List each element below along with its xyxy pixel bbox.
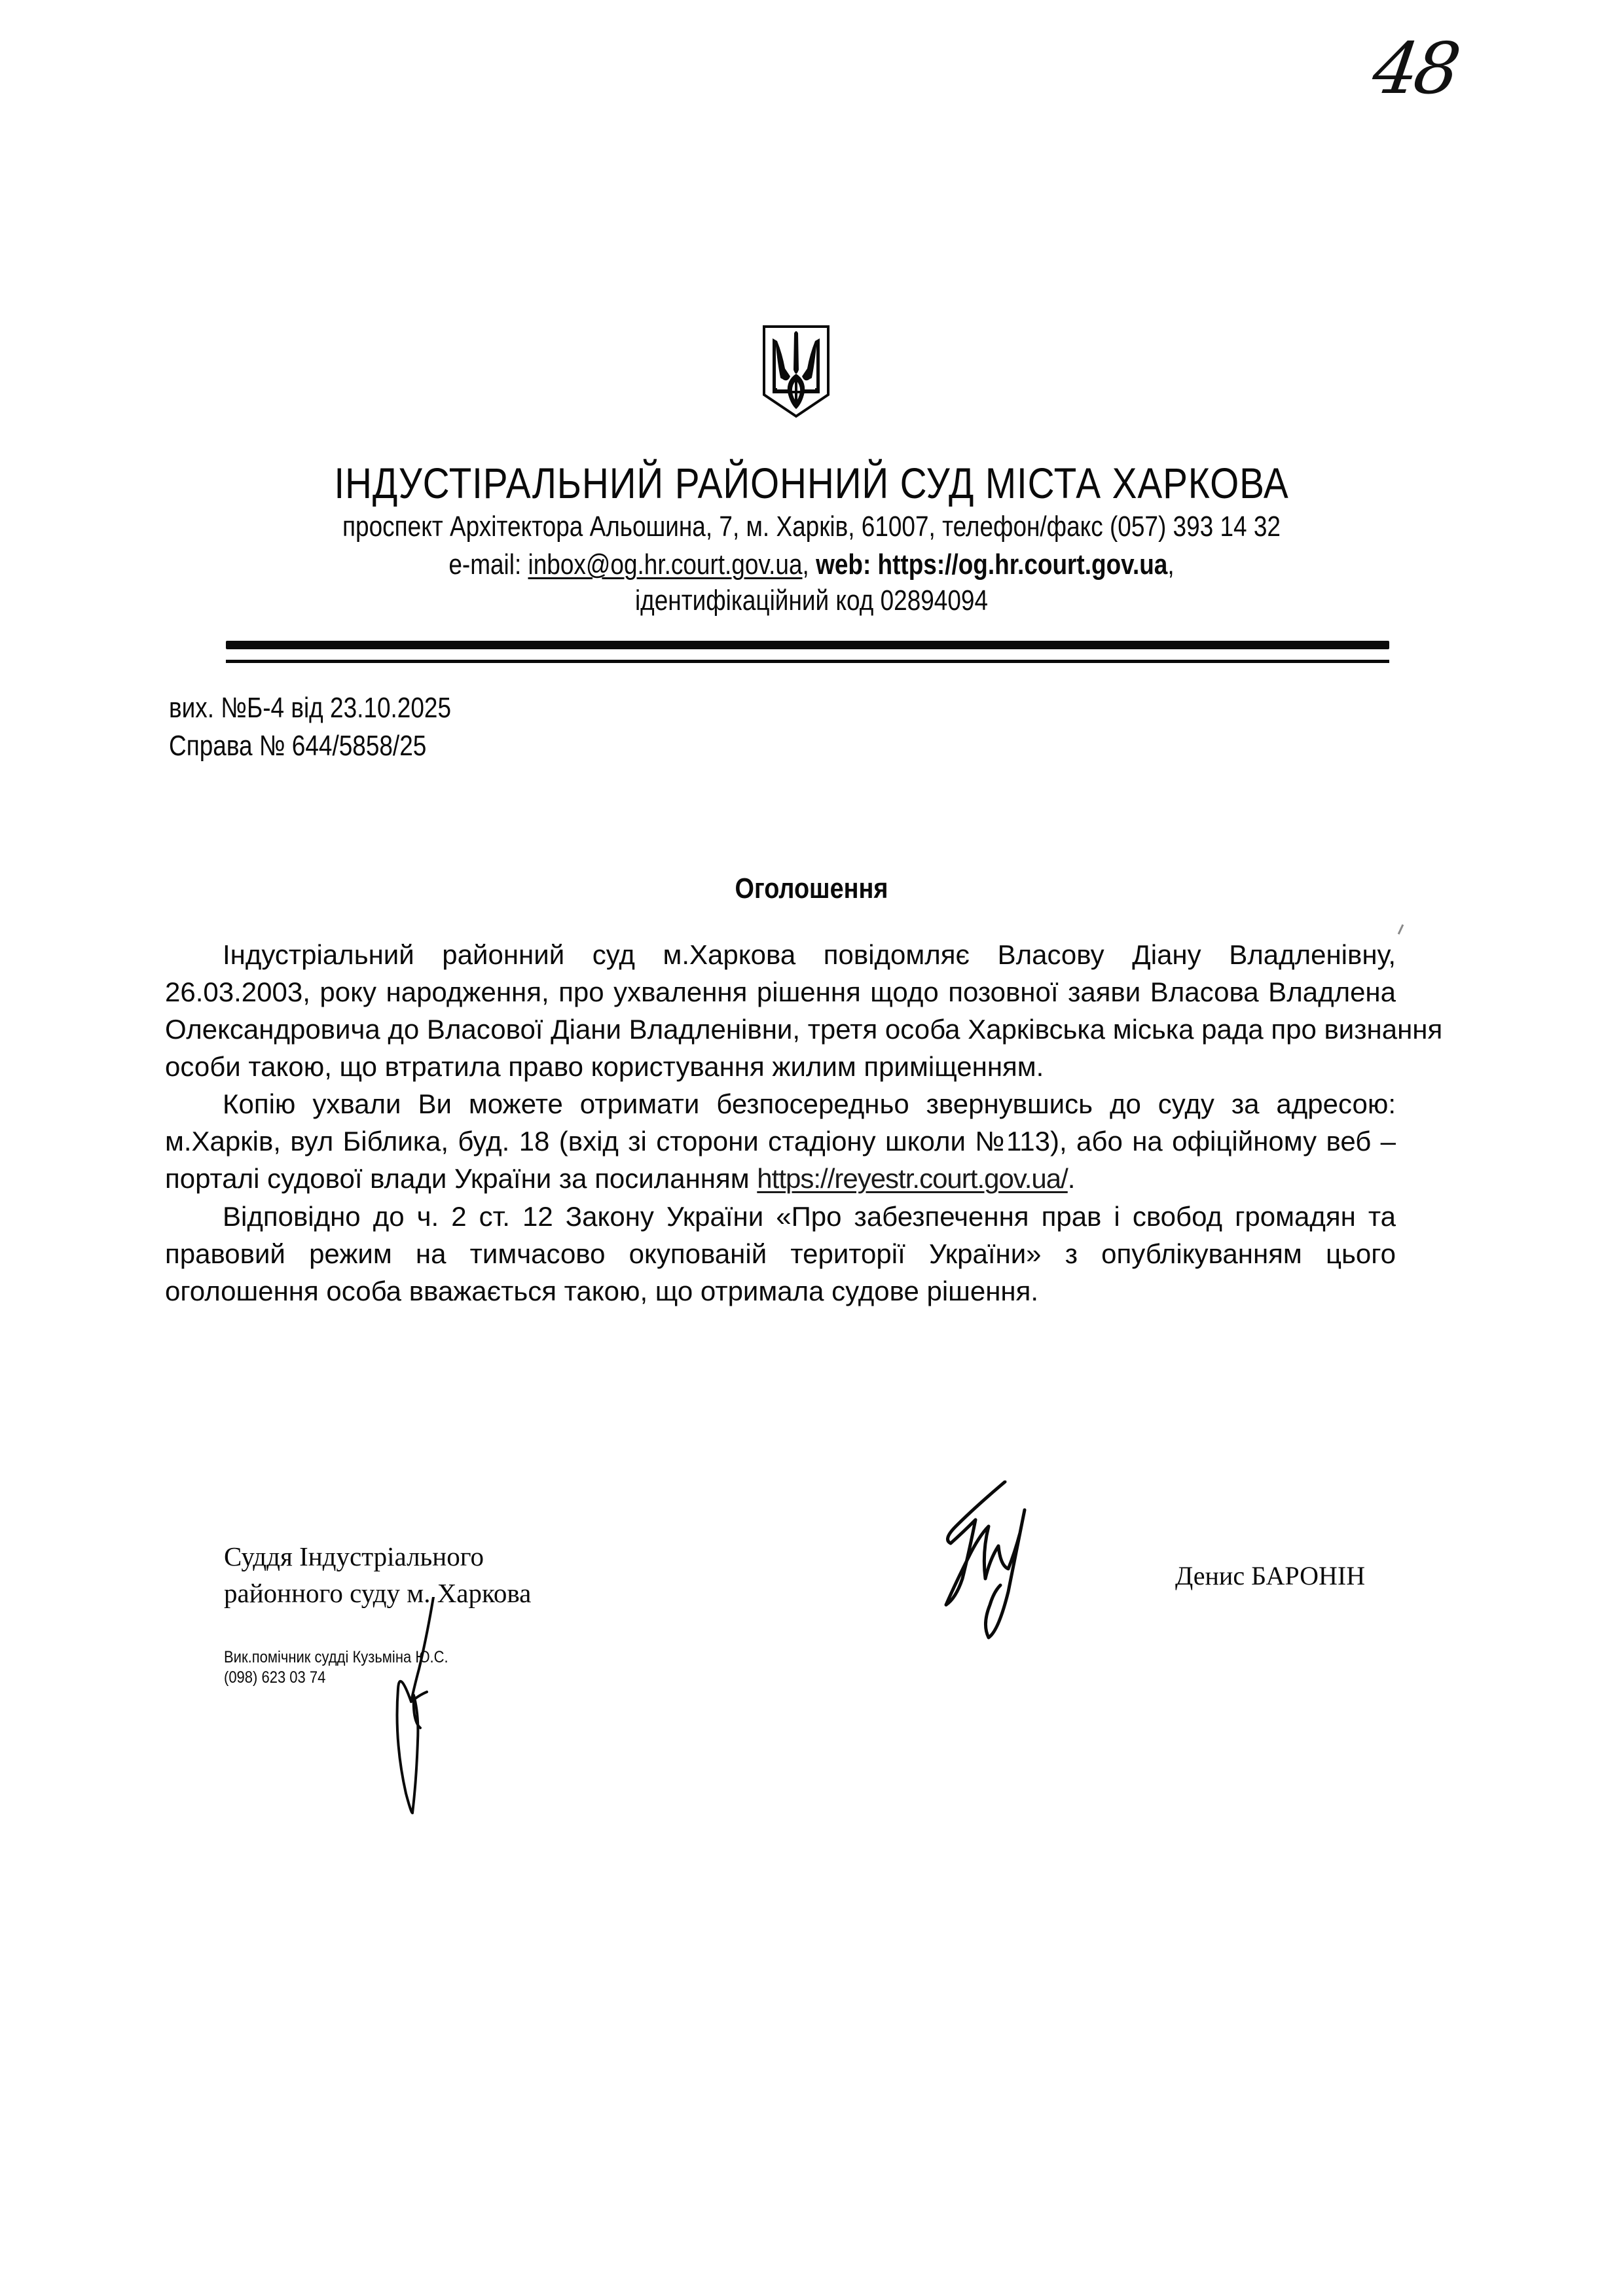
- assistant-name: Вик.помічник судді Кузьміна Ю.С.: [224, 1648, 448, 1666]
- court-address: проспект Архітектора Альошина, 7, м. Харків, 61007, телефон/факс (057) 393 14 32: [342, 511, 1281, 543]
- scan-mark: [1398, 924, 1404, 935]
- outgoing-number: вих. №Б-4 від 23.10.2025: [169, 692, 451, 724]
- paragraph-line: 26.03.2003, року народження, про ухвалення рішення щодо позовної заяви Власова Владлена: [165, 977, 1396, 1007]
- announcement-paragraph-2: [165, 1085, 1396, 1197]
- paragraph-line: Олександровича до Власової Діани Владленівни, третя особа Харківська міська рада про визнання: [165, 1014, 1443, 1045]
- registry-link[interactable]: https://reyestr.court.gov.ua/: [757, 1163, 1068, 1194]
- paragraph-line: правовий режим на тимчасово окупованій території України» з опублікуванням цього: [165, 1238, 1396, 1269]
- web-label: web:: [816, 548, 878, 581]
- paragraph-line: особи такою, що втратила право користування жилим приміщенням.: [165, 1051, 1044, 1082]
- paragraph-line-with-link: [165, 1160, 1396, 1197]
- paragraph-line: порталі судової влади України за посиланням: [165, 1163, 757, 1194]
- announcement-paragraph-1: [165, 936, 1443, 1085]
- ukraine-trident-coat-of-arms-icon: [761, 324, 831, 419]
- announcement-title: Оголошення: [735, 872, 888, 905]
- court-name-heading: ІНДУСТІРАЛЬНИЙ РАЙОННИЙ СУД МІСТА ХАРКОВА: [334, 459, 1289, 507]
- court-id-code: ідентифікаційний код 02894094: [634, 584, 989, 617]
- judge-role-line-2: районного суду м. Харкова: [224, 1578, 532, 1608]
- court-contacts: [130, 548, 1493, 581]
- case-number: Справа № 644/5858/25: [169, 730, 427, 762]
- judge-role-line-1: Суддя Індустріального: [224, 1541, 484, 1571]
- paragraph-line: м.Харків, вул Біблика, буд. 18 (вхід зі сторони стадіону школи №113), або на офіційному веб –: [165, 1126, 1396, 1157]
- contacts-suffix: ,: [1167, 548, 1175, 581]
- assistant-handwritten-signature-icon: [380, 1597, 458, 1820]
- judge-name: Денис БАРОНІН: [1175, 1561, 1366, 1590]
- link-suffix: .: [1067, 1163, 1076, 1194]
- paragraph-line: оголошення особа вважається такою, що отримала судове рішення.: [165, 1276, 1039, 1306]
- judge-handwritten-signature-icon: [917, 1480, 1087, 1644]
- header-divider-thin: [226, 660, 1389, 663]
- handwritten-page-number: 48: [1368, 28, 1462, 110]
- announcement-paragraph-3: [165, 1198, 1396, 1310]
- paragraph-line: Копію ухвали Ви можете отримати безпосередньо звернувшись до суду за адресою:: [223, 1088, 1396, 1119]
- header-divider-thick: [226, 641, 1389, 649]
- contacts-separator: ,: [802, 548, 816, 581]
- email-label: e-mail:: [448, 548, 528, 581]
- paragraph-line: Індустріальний районний суд м.Харкова повідомляє Власову Діану Владленівну,: [223, 939, 1396, 970]
- assistant-phone: (098) 623 03 74: [224, 1668, 326, 1687]
- email-link[interactable]: inbox@og.hr.court.gov.ua: [528, 548, 803, 581]
- paragraph-line: Відповідно до ч. 2 ст. 12 Закону України «Про забезпечення прав і свобод громадян та: [223, 1201, 1396, 1232]
- web-link[interactable]: https://og.hr.court.gov.ua: [877, 548, 1168, 581]
